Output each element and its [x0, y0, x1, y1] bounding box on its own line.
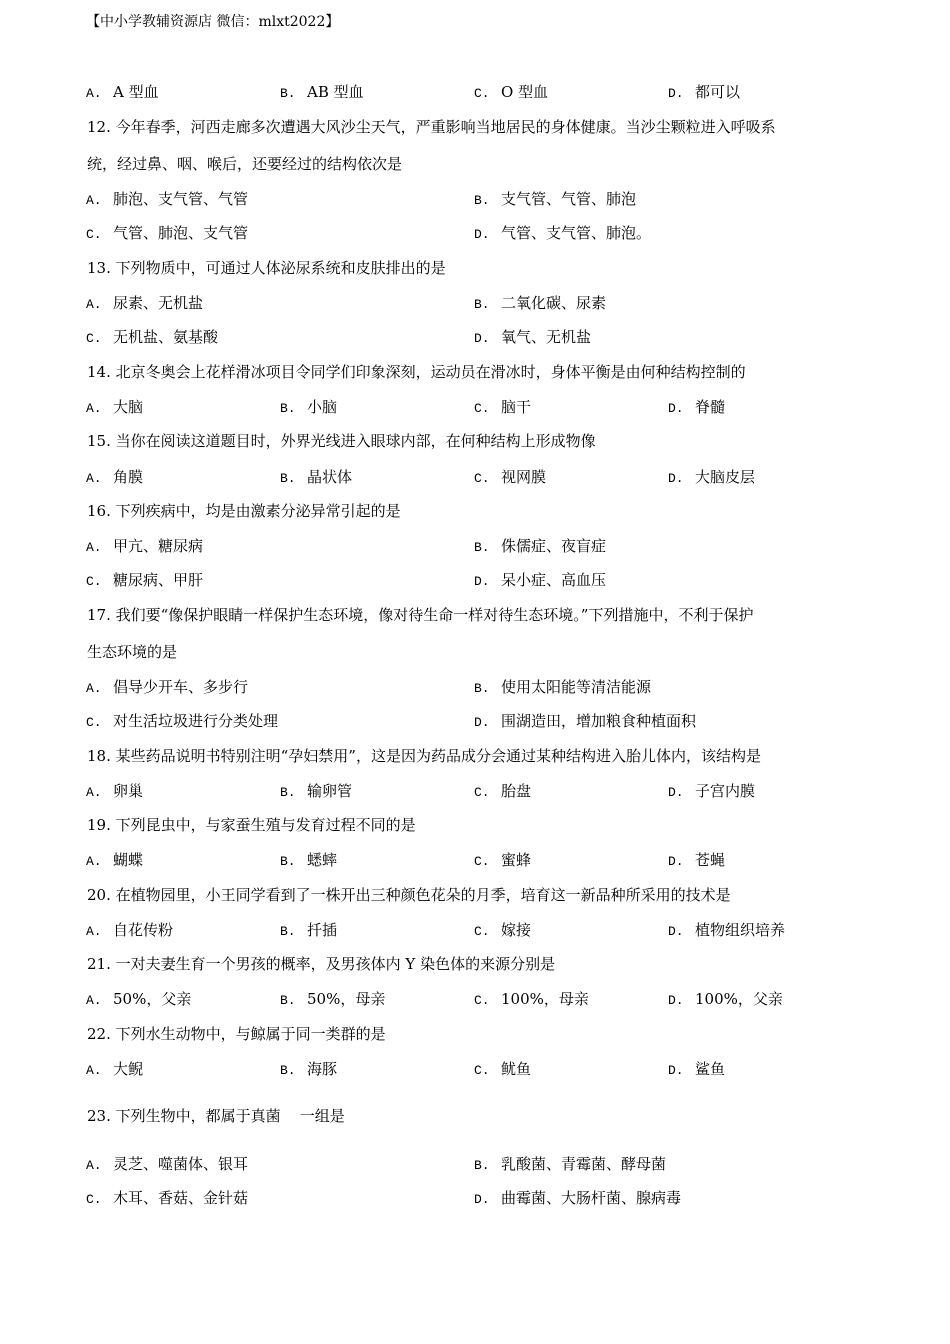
q21-option-c: C. 100%，母亲 [474, 990, 589, 1008]
q20-option-c: C. 嫁接 [474, 921, 532, 939]
q13-option-d: D. 氧气、无机盐 [474, 328, 592, 346]
q16-option-a: A. 甲亢、糖尿病 [86, 537, 204, 555]
page-header: 【中小学教辅资源店 微信：mlxt2022】 [86, 14, 340, 30]
q19-stem: 19. 下列昆虫中，与家蚕生殖与发育过程不同的是 [87, 816, 416, 834]
q18-option-a: A. 卵巢 [86, 782, 144, 800]
q19-option-a: A. 蝴蝶 [86, 851, 144, 869]
q18-option-d: D. 子宫内膜 [668, 782, 756, 800]
q20-option-a: A. 自花传粉 [86, 921, 174, 939]
q17-option-a: A. 倡导少开车、多步行 [86, 678, 249, 696]
q20-option-d: D. 植物组织培养 [668, 921, 786, 939]
q12-stem-line2: 统，经过鼻、咽、喉后，还要经过的结构依次是 [87, 155, 403, 173]
q21-option-d: D. 100%，父亲 [668, 990, 783, 1008]
q14-stem: 14. 北京冬奥会上花样滑冰项目令同学们印象深刻，运动员在滑冰时，身体平衡是由何种结构控制的 [87, 363, 746, 381]
q15-option-d: D. 大脑皮层 [668, 468, 756, 486]
q21-option-b: B. 50%，母亲 [280, 990, 386, 1008]
q21-stem: 21. 一对夫妻生育一个男孩的概率，及男孩体内 Y 染色体的来源分别是 [87, 955, 556, 973]
q14-option-c: C. 脑干 [474, 398, 532, 416]
q21-option-a: A. 50%，父亲 [86, 990, 192, 1008]
q17-option-d: D. 围湖造田，增加粮食种植面积 [474, 712, 697, 730]
q15-option-a: A. 角膜 [86, 468, 144, 486]
q18-option-c: C. 胎盘 [474, 782, 532, 800]
q16-option-d: D. 呆小症、高血压 [474, 571, 607, 589]
q23-stem: 23. 下列生物中，都属于真菌 一组是 [87, 1107, 345, 1125]
q22-option-a: A. 大鲵 [86, 1060, 144, 1078]
q19-option-d: D. 苍蝇 [668, 851, 726, 869]
q11-option-c: C. O 型血 [474, 83, 549, 101]
q22-option-c: C. 鱿鱼 [474, 1060, 532, 1078]
q11-option-a: A. A 型血 [86, 83, 159, 101]
q17-stem-line2: 生态环境的是 [87, 643, 178, 661]
q16-option-c: C. 糖尿病、甲肝 [86, 571, 204, 589]
q13-option-a: A. 尿素、无机盐 [86, 294, 204, 312]
q15-stem: 15. 当你在阅读这道题目时，外界光线进入眼球内部，在何种结构上形成物像 [87, 432, 596, 450]
q22-option-d: D. 鲨鱼 [668, 1060, 726, 1078]
q13-option-c: C. 无机盐、氨基酸 [86, 328, 219, 346]
q23-option-d: D. 曲霉菌、大肠杆菌、腺病毒 [474, 1189, 682, 1207]
q18-stem: 18. 某些药品说明书特别注明“孕妇禁用”，这是因为药品成分会通过某种结构进入胎儿体内，该结构是 [87, 747, 761, 765]
q16-stem: 16. 下列疾病中，均是由激素分泌异常引起的是 [87, 502, 401, 520]
q14-option-d: D. 脊髓 [668, 398, 726, 416]
q17-option-c: C. 对生活垃圾进行分类处理 [86, 712, 279, 730]
q18-option-b: B. 输卵管 [280, 782, 353, 800]
q16-option-b: B. 侏儒症、夜盲症 [474, 537, 607, 555]
q20-stem: 20. 在植物园里，小王同学看到了一株开出三种颜色花朵的月季，培育这一新品种所采用的技术是 [87, 886, 731, 904]
q22-option-b: B. 海豚 [280, 1060, 338, 1078]
q19-option-b: B. 蟋蟀 [280, 851, 338, 869]
q12-stem-line1: 12. 今年春季，河西走廊多次遭遇大风沙尘天气，严重影响当地居民的身体健康。当沙尘颗粒进入呼吸系 [87, 118, 776, 136]
q13-option-b: B. 二氧化碳、尿素 [474, 294, 607, 312]
q14-option-b: B. 小脑 [280, 398, 338, 416]
q15-option-c: C. 视网膜 [474, 468, 547, 486]
q19-option-c: C. 蜜蜂 [474, 851, 532, 869]
q12-option-b: B. 支气管、气管、肺泡 [474, 190, 637, 208]
q14-option-a: A. 大脑 [86, 398, 144, 416]
q11-option-d: D. 都可以 [668, 83, 741, 101]
q12-option-d: D. 气管、支气管、肺泡。 [474, 224, 652, 242]
q20-option-b: B. 扦插 [280, 921, 338, 939]
q23-option-b: B. 乳酸菌、青霉菌、酵母菌 [474, 1155, 667, 1173]
q12-option-a: A. 肺泡、支气管、气管 [86, 190, 249, 208]
q15-option-b: B. 晶状体 [280, 468, 353, 486]
q23-option-c: C. 木耳、香菇、金针菇 [86, 1189, 249, 1207]
q17-stem-line1: 17. 我们要“像保护眼睛一样保护生态环境，像对待生命一样对待生态环境。”下列措施中，不利于保护 [87, 606, 754, 624]
q13-stem: 13. 下列物质中，可通过人体泌尿系统和皮肤排出的是 [87, 259, 446, 277]
q22-stem: 22. 下列水生动物中，与鲸属于同一类群的是 [87, 1025, 386, 1043]
q17-option-b: B. 使用太阳能等清洁能源 [474, 678, 652, 696]
q23-option-a: A. 灵芝、噬菌体、银耳 [86, 1155, 249, 1173]
q12-option-c: C. 气管、肺泡、支气管 [86, 224, 249, 242]
q11-option-b: B. AB 型血 [280, 83, 364, 101]
